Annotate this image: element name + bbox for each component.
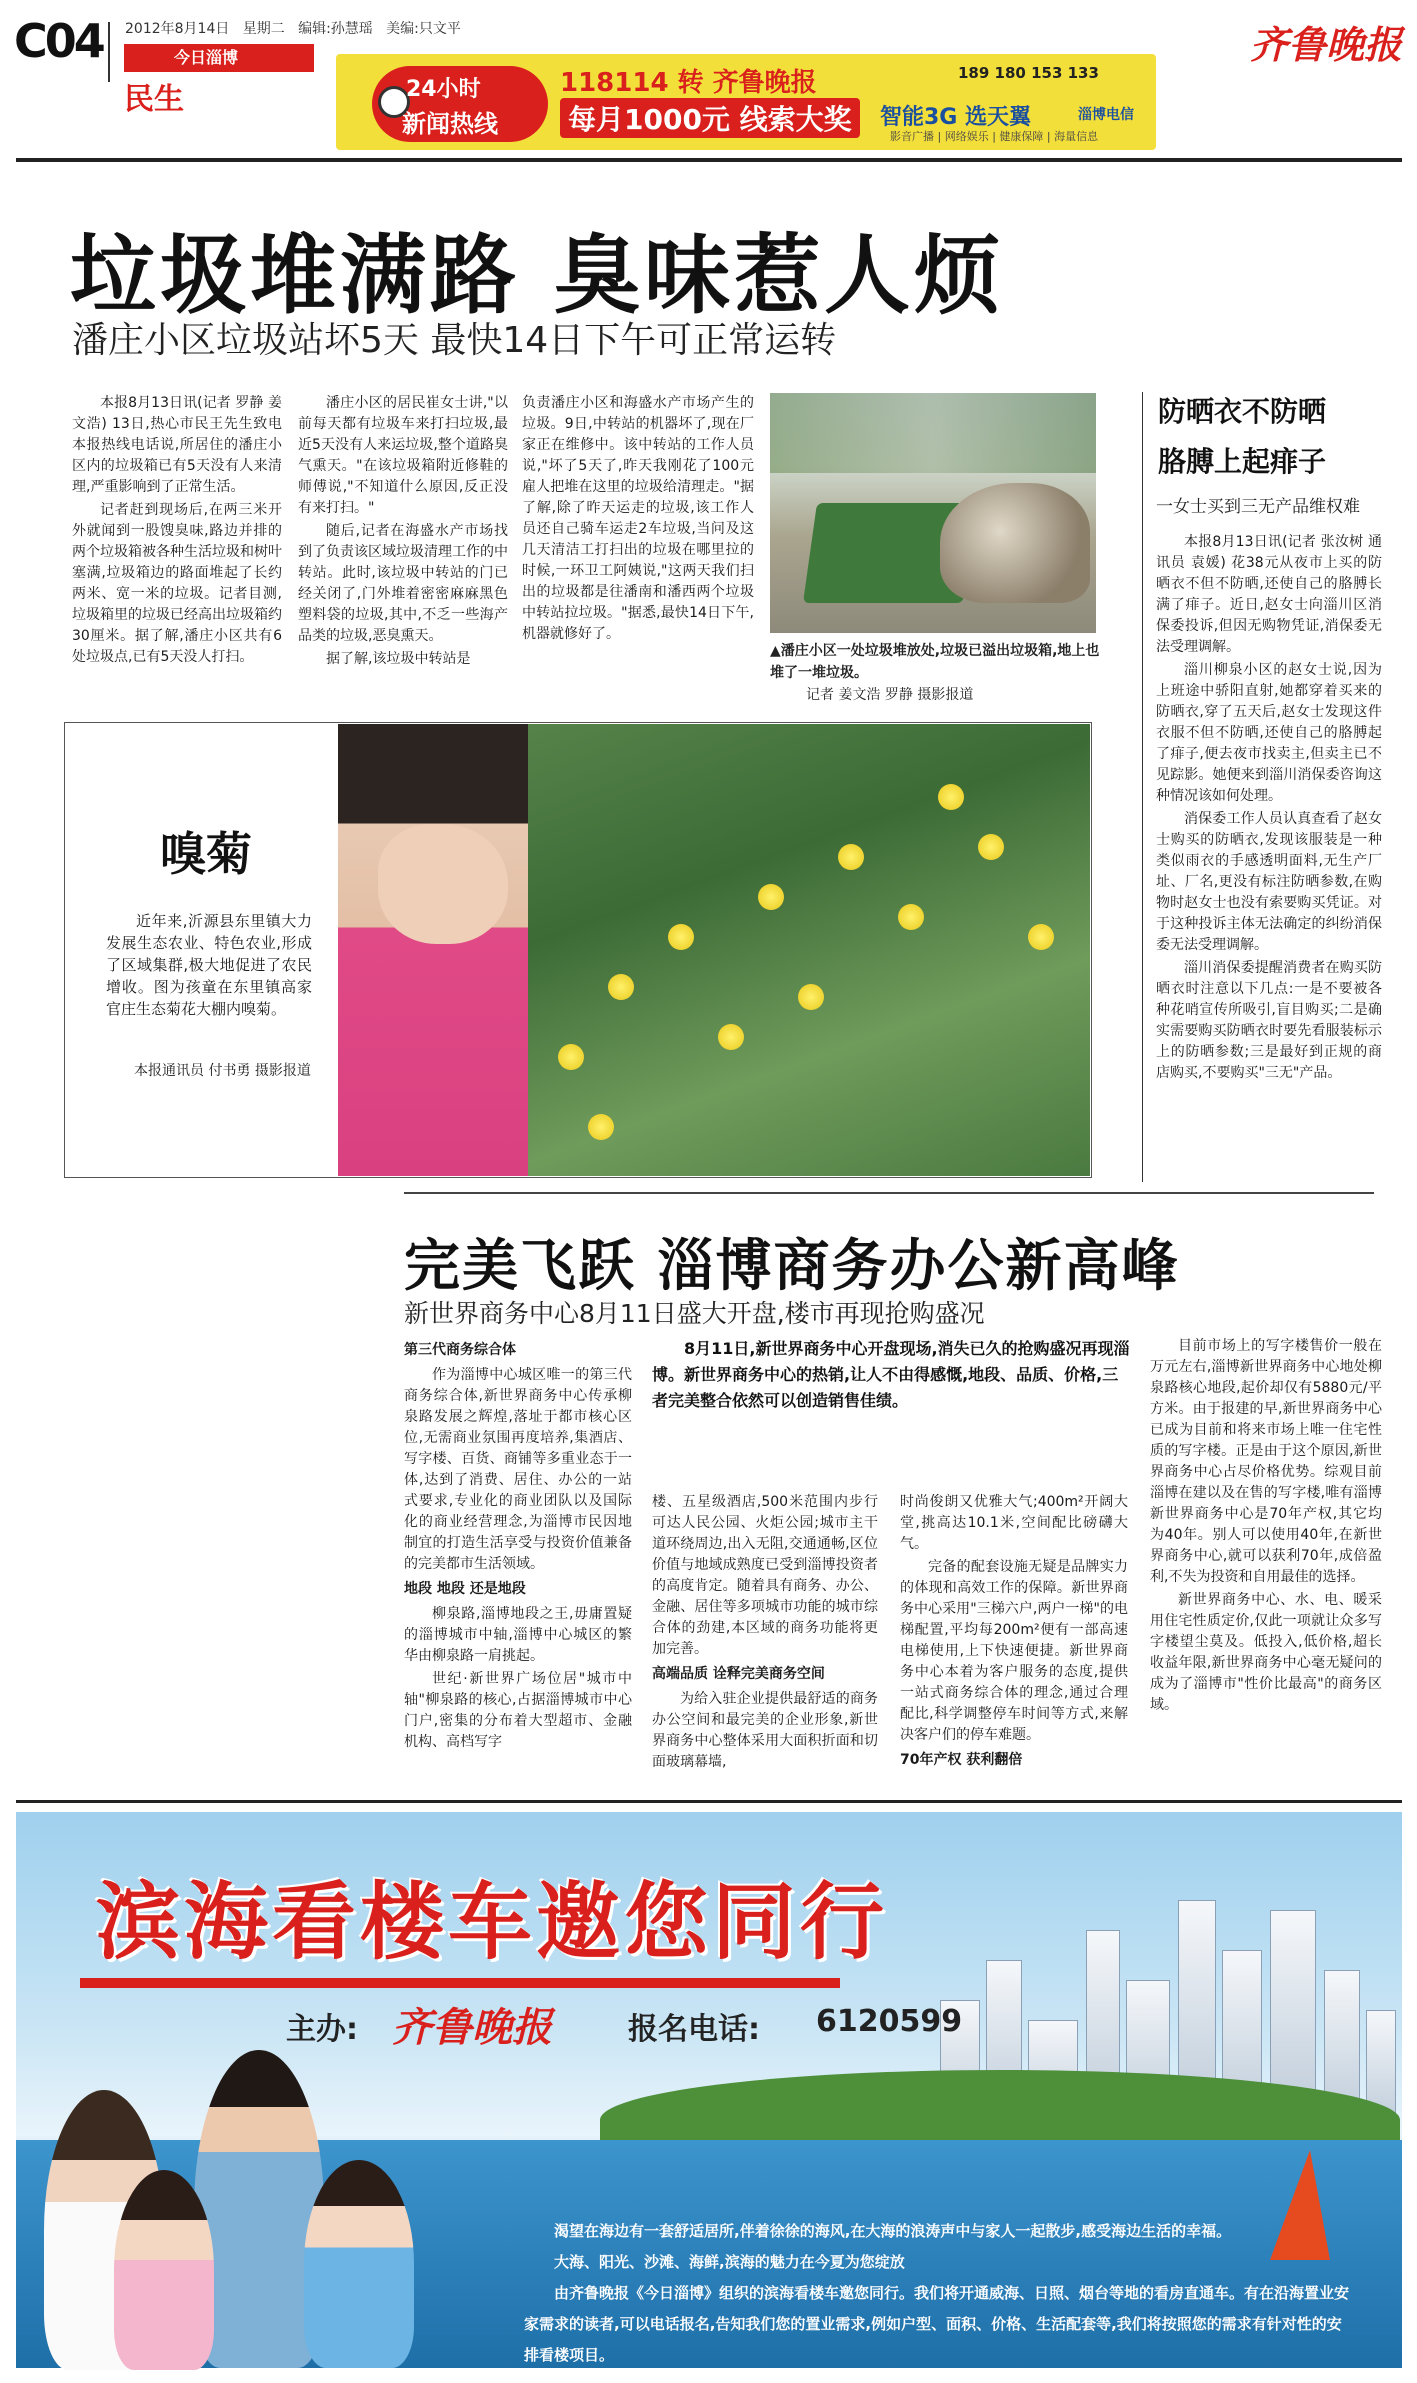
story1-column-2: [298, 393, 508, 672]
business-rule: [404, 1192, 1374, 1194]
business-subhead: 新世界商务中心8月11日盛大开盘,楼市再现抢购盛况: [404, 1299, 985, 1328]
sidebar-paragraph: 本报8月13日讯(记者 张汝树 通讯员 袁媛) 花38元从夜市上买的防晒衣不但不防晒,还使自己的胳膊长满了痱子。近日,赵女士向淄川区消保委投诉,但因无购物凭证,消保委无法受理调解。: [1156, 534, 1382, 655]
business-subheading: 地段 地段 还是地段: [404, 1581, 526, 1597]
hotline-prize: 每月1000元 线索大奖: [560, 98, 860, 138]
flower-icon: [668, 924, 694, 950]
page-number: C04: [14, 14, 103, 68]
header-divider: [108, 22, 110, 82]
feature-paragraph: 近年来,沂源县东里镇大力发展生态农业、特色农业,形成了区域集群,极大地促进了农民增收。图为孩童在东里镇高家官庄生态菊花大棚内嗅菊。: [106, 912, 312, 1018]
sidebar-title-line-1: 防晒衣不防晒: [1158, 395, 1327, 428]
flower-icon: [608, 974, 634, 1000]
flower-icon: [1028, 924, 1054, 950]
header-meta: [125, 18, 461, 38]
hotline-phone: 189 180 153 133: [958, 64, 1099, 82]
story1-paragraph: 随后,记者在海盛水产市场找到了负责该区域垃圾清理工作的中转站。此时,该垃圾中转站的门已经关闭了,门外堆着密密麻麻黑色塑料袋的垃圾,其中,不乏一些海产品类的垃圾,恶臭熏天。: [298, 523, 508, 644]
ad-rule: [16, 1800, 1402, 1803]
hotline-badge: [372, 66, 548, 142]
masthead-logo: 齐鲁晚报: [1250, 22, 1403, 67]
flower-icon: [718, 1024, 744, 1050]
story1-paragraph: 记者赶到现场后,在两三米开外就闻到一股馊臭味,路边并排的两个垃圾箱被各种生活垃圾和树叶塞满,垃圾箱边的路面堆起了长约两米、宽一米的垃圾。记者目测,垃圾箱里的垃圾已经高出垃圾箱约30厘米。据了解,潘庄小区共有6处垃圾点,已有5天没人打扫。: [72, 502, 282, 665]
flower-icon: [798, 984, 824, 1010]
business-paragraph: 为给入驻企业提供最舒适的商务办公空间和最完美的企业形象,新世界商务中心整体采用大面积折面和切面玻璃幕墙,: [652, 1691, 878, 1770]
ad-title-underline: [80, 1978, 840, 1988]
main-subhead: 潘庄小区垃圾站坏5天 最快14日下午可正常运转: [72, 320, 837, 361]
sidebar-divider: [1142, 392, 1143, 1182]
business-column-2: [652, 1492, 878, 1775]
photo-caption: ▲潘庄小区一处垃圾堆放处,垃圾已溢出垃圾箱,地上也堆了一堆垃圾。: [770, 643, 1100, 681]
designer-credit: 美编:只文平: [386, 21, 461, 37]
business-paragraph: 时尚俊朗又优雅大气;400m²开阔大堂,挑高达10.1米,空间配比磅礴大气。: [900, 1494, 1128, 1552]
business-paragraph: 作为淄博中心城区唯一的第三代商务综合体,新世界商务中心传承柳泉路发展之辉煌,落址于都市核心区位,无需商业氛围再度培养,集酒店、写字楼、百货、商铺等多重业态于一体,达到了消费、居住、办公的一站式要求,专业化的商业团队以及国际化的商业经营理念,为淄博市民因地制宜的打造生活享受与投资价值兼备的完美都市生活领域。: [404, 1367, 632, 1572]
ad-title: 滨海看楼车邀您同行: [96, 1873, 889, 1971]
sidebar-paragraph: 淄川消保委提醒消费者在购买防晒衣时注意以下几点:一是不要被各种花哨宣传所吸引,盲目购买;二是确实需要购买防晒衣时要先看服装标示上的防晒参数;三是最好到正规的商店购买,不要购买"三无"产品。: [1156, 960, 1382, 1081]
hotline-24h: 24小时: [406, 77, 481, 102]
business-subheading: 高端品质 诠释完美商务空间: [652, 1666, 825, 1682]
chrysanthemum-photo: [338, 724, 1090, 1176]
telecom-name: 淄博电信: [1078, 107, 1134, 123]
business-paragraph: 完备的配套设施无疑是品牌实力的体现和高效工作的保障。新世界商务中心采用"三梯六户,两户一梯"的电梯配置,平均每200m²便有一部高速电梯使用,上下快速便捷。新世界商务中心本着为客户服务的态度,提供一站式商务综合体的理念,通过合理配比,科学调整停车时间等方式,来解决客户们的停车难题。: [900, 1559, 1128, 1743]
business-paragraph: 柳泉路,淄博地段之王,毋庸置疑的淄博城市中轴,淄博中心城区的繁华由柳泉路一肩挑起。: [404, 1606, 632, 1664]
ad-family-photo: [24, 2050, 484, 2368]
business-paragraph: 新世界商务中心、水、电、暖采用住宅性质定价,仅此一项就让众多写字楼望尘莫及。低投入,低价格,超长收益年限,新世界商务中心毫无疑问的成为了淄博市"性价比最高"的商务区域。: [1150, 1592, 1382, 1713]
business-paragraph: 目前市场上的写字楼售价一般在万元左右,淄博新世界商务中心地处柳泉路核心地段,起价却仅有5880元/平方米。由于报建的早,新世界商务中心已成为目前和将来市场上唯一住宅性质的写字楼。正是由于这个原因,新世界商务中心占尽价格优势。综观目前淄博在建以及在售的写字楼,唯有淄博新世界商务中心是70年产权,其它均为40年。别人可以使用40年,在新世界商务中心,就可以获利70年,成倍盈利,不失为投资和自用最佳的选择。: [1150, 1338, 1382, 1585]
sidebar-paragraph: 淄川柳泉小区的赵女士说,因为上班途中骄阳直射,她都穿着买来的防晒衣,穿了五天后,赵女士发现这件衣服不但不防晒,还使自己的胳膊起了痱子,便去夜市找卖主,但卖主已不见踪影。她便来到淄川消保委咨询这种情况该如何处理。: [1156, 662, 1382, 804]
ad-phone-label: 报名电话:: [628, 2012, 760, 2047]
hotline-number: 118114 转 齐鲁晚报: [560, 68, 817, 98]
story1-paragraph: 据了解,该垃圾中转站是: [326, 651, 471, 667]
family-boy: [304, 2160, 414, 2368]
flower-icon: [588, 1114, 614, 1140]
business-lead: 8月11日,新世界商务中心开盘现场,消失已久的抢购盛况再现淄博。新世界商务中心的热销,让人不由得感慨,地段、品质、价格,三者完美整合依然可以创造销售佳绩。: [652, 1339, 1130, 1410]
photo-garbage-pile: [940, 483, 1090, 603]
garbage-photo: [770, 393, 1096, 633]
family-girl: [114, 2170, 214, 2370]
feature-credit: 本报通讯员 付书勇 摄影报道: [134, 1063, 311, 1079]
business-column-4: [1150, 1336, 1382, 1718]
sidebar-title-line-2: 胳膊上起痱子: [1158, 445, 1327, 478]
ad-copy-line: 大海、阳光、沙滩、海鲜,滨海的魅力在今夏为您绽放: [554, 2253, 905, 2271]
flower-icon: [558, 1044, 584, 1070]
flower-icon: [838, 844, 864, 870]
issue-weekday: 星期二: [242, 21, 285, 37]
flower-icon: [938, 784, 964, 810]
section-tag: 今日淄博: [124, 44, 314, 72]
flower-icon: [758, 884, 784, 910]
flower-icon: [978, 834, 1004, 860]
story1-paragraph: 潘庄小区的居民崔女士讲,"以前每天都有垃圾车来打扫垃圾,最近5天没有人来运垃圾,整个道路臭气熏天。"在该垃圾箱附近修鞋的师傅说,"不知道什么原因,反正没有来打扫。": [298, 395, 508, 516]
story1-paragraph: 负责潘庄小区和海盛水产市场产生的垃圾。9日,中转站的机器坏了,现在厂家正在维修中。该中转站的工作人员说,"坏了5天了,昨天我刚花了100元雇人把堆在这里的垃圾给清理走。"据了解,除了昨天运走的垃圾,该工作人员还自己骑车运走2车垃圾,当问及这几天清洁工打扫出的垃圾在哪里拉的时候,一环卫工阿姨说,"这两天我们扫出的垃圾都是往潘南和潘西两个垃圾中转站拉垃圾。"据悉,最快14日下午,机器就修好了。: [522, 395, 754, 642]
editor-credit: 编辑:孙慧瑶: [298, 21, 373, 37]
telecom-slogan: 智能3G 选天翼: [880, 105, 1032, 130]
ad-copy: [524, 2216, 1354, 2371]
ad-host-brand: 齐鲁晚报: [392, 2004, 552, 2051]
issue-date: 2012年8月14日: [125, 21, 230, 37]
section-name: 民生: [124, 82, 184, 117]
business-paragraph: 世纪·新世界广场位居"城市中轴"柳泉路的核心,占据淄博城市中心门户,密集的分布着大型超市、金融机构、高档写字: [404, 1671, 632, 1750]
story1-paragraph: 本报8月13日讯(记者 罗静 姜文浩) 13日,热心市民王先生致电本报热线电话说,所居住的潘庄小区内的垃圾箱已有5天没有人来清理,严重影响到了正常生活。: [72, 395, 282, 495]
story1-column-3: [522, 393, 754, 647]
flower-icon: [898, 904, 924, 930]
ad-copy-line: 渴望在海边有一套舒适居所,伴着徐徐的海风,在大海的浪涛声中与家人一起散步,感受海边生活的幸福。: [554, 2222, 1232, 2240]
ad-copy-line: 由齐鲁晚报《今日淄博》组织的滨海看楼车邀您同行。我们将开通威海、日照、烟台等地的看房直通车。有在沿海置业安家需求的读者,可以电话报名,告知我们您的置业需求,例如户型、面积、价格、生活配套等,我们将按照您的需求有针对性的安排看楼项目。: [524, 2284, 1350, 2364]
business-column-1: [404, 1336, 632, 1755]
sidebar-body: [1156, 532, 1382, 1086]
photo-child: [338, 724, 528, 1176]
business-column-3: [900, 1492, 1128, 1775]
feature-title: 嗅菊: [160, 827, 252, 881]
business-headline: 完美飞跃 淄博商务办公新高峰: [404, 1234, 1180, 1299]
ad-host-label: 主办:: [286, 2012, 358, 2047]
story1-column-1: [72, 393, 282, 670]
photo-credit: 记者 姜文浩 罗静 摄影报道: [806, 687, 974, 703]
feature-text: [106, 910, 312, 1022]
telecom-services: 影音广播 | 网络娱乐 | 健康保障 | 海量信息: [890, 130, 1099, 143]
photo-child-face: [378, 824, 508, 944]
sidebar-paragraph: 消保委工作人员认真查看了赵女士购买的防晒衣,发现该服装是一种类似雨衣的手感透明面料,无生产厂址、厂名,更没有标注防晒参数,在购物时赵女士也没有索要购买凭证。对于这种投诉主体无法确定的纠纷消保委无法受理调解。: [1156, 811, 1382, 953]
hotline-label: 新闻热线: [402, 110, 498, 138]
header-rule: [16, 158, 1402, 162]
ad-phone-number: 6120599: [816, 2004, 963, 2039]
sidebar-deck: 一女士买到三无产品维权难: [1156, 497, 1360, 517]
main-headline: 垃圾堆满路 臭味惹人烦: [70, 226, 1004, 326]
business-subheading: 70年产权 获利翻倍: [900, 1752, 1023, 1768]
photo-trees: [770, 393, 1096, 473]
business-paragraph: 楼、五星级酒店,500米范围内步行可达人民公园、火炬公园;城市主干道环绕周边,出入无阻,交通通畅,区位价值与地域成熟度已受到淄博投资者的高度肯定。随着具有商务、办公、金融、居住等多项城市功能的城市综合体的劲建,本区域的商务功能将更加完善。: [652, 1494, 878, 1657]
business-subheading: 第三代商务综合体: [404, 1342, 516, 1358]
